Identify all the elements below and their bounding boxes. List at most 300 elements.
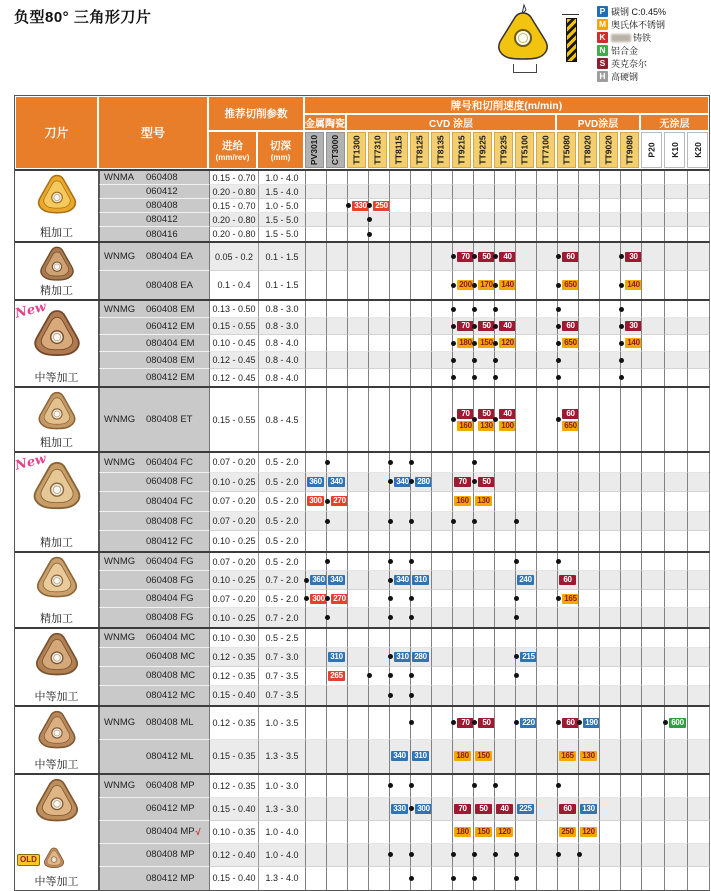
- grade-chip-TT9020: [598, 131, 619, 169]
- cell-CT3000: [326, 740, 347, 773]
- grade-chip-P20: [640, 131, 663, 169]
- cell-TT7310: [368, 185, 389, 199]
- speed-badge: 50: [478, 252, 495, 262]
- cell-TT1300: [347, 473, 368, 493]
- cell-TT9235: [494, 740, 515, 773]
- cell-K10: [664, 629, 687, 648]
- cell-TT9080: [620, 608, 641, 627]
- availability-dot: [367, 232, 372, 237]
- cell-TT7100: [536, 243, 557, 271]
- speed-badge: 200: [457, 280, 474, 290]
- cell-feed: 0.10 - 0.25: [209, 473, 258, 493]
- cell-TT9080: [620, 512, 641, 532]
- speed-badge: 310: [412, 751, 429, 761]
- cell-TT8115: [389, 531, 410, 551]
- speed-badge: 310: [328, 652, 345, 662]
- cell-TT8115: [389, 492, 410, 512]
- badge-stack: [580, 827, 597, 837]
- speed-badge: 100: [499, 421, 516, 431]
- cell-TT7310: [368, 512, 389, 532]
- cell-TT8115: [389, 667, 410, 686]
- cell-K10: [664, 199, 687, 213]
- cell-TT9215: [452, 352, 473, 369]
- legend-label: 高硬钢: [611, 71, 639, 82]
- insert-photo: [42, 847, 66, 869]
- cell-TT8115: [389, 571, 410, 590]
- cell-K10: [664, 648, 687, 667]
- cell-doc: 0.7 - 2.0: [258, 608, 305, 627]
- cell-feed: 0.1 - 0.4: [209, 271, 258, 299]
- cell-CT3000: [326, 707, 347, 740]
- speed-badge: 50: [478, 718, 495, 728]
- cell-prefix: [99, 185, 144, 199]
- availability-dot: [304, 596, 309, 601]
- grade-chip-TT8135: [430, 131, 451, 169]
- cell-TT8135: [431, 388, 452, 451]
- cell-TT9235: [494, 301, 515, 318]
- cell-TT8115: [389, 867, 410, 890]
- speed-badge: 330: [391, 804, 408, 814]
- cell-TT1300: [347, 667, 368, 686]
- cell-TT9225: [473, 243, 494, 271]
- availability-dot: [472, 417, 477, 422]
- availability-dot: [493, 341, 498, 346]
- material-class-icon: P: [597, 6, 608, 17]
- cell-TT8020: [578, 335, 599, 352]
- cell-feed: 0.07 - 0.20: [209, 553, 258, 572]
- cell-P20: [641, 213, 664, 227]
- group-rows: [99, 171, 710, 241]
- cell-TT7100: [536, 531, 557, 551]
- cell-doc: 0.7 - 2.0: [258, 571, 305, 590]
- cell-K10: [664, 318, 687, 335]
- cell-TT9020: [599, 473, 620, 493]
- cell-PV3010: [305, 844, 326, 867]
- cell-TT1300: [347, 185, 368, 199]
- cell-TT8125: [410, 648, 431, 667]
- speed-badge: 600: [669, 718, 686, 728]
- cell-TT9225: [473, 388, 494, 451]
- old-variant: [17, 847, 66, 874]
- cell-TT8115: [389, 686, 410, 705]
- cell-TT7310: [368, 707, 389, 740]
- cell-P20: [641, 301, 664, 318]
- cell-P20: [641, 227, 664, 241]
- cell-K20: [687, 512, 710, 532]
- cell-TT9225: [473, 213, 494, 227]
- cell-TT9235: [494, 686, 515, 705]
- badge-stack: [499, 252, 516, 262]
- grade-label: TT7100: [540, 135, 551, 165]
- cell-TT9225: [473, 199, 494, 213]
- cell-K10: [664, 492, 687, 512]
- speed-badge: 270: [331, 496, 348, 506]
- cell-TT1300: [347, 301, 368, 318]
- table-row: [99, 740, 710, 773]
- cell-TT9020: [599, 844, 620, 867]
- cell-TT5080: [557, 844, 578, 867]
- cell-P20: [641, 608, 664, 627]
- badge-stack: [499, 338, 516, 348]
- cell-TT9020: [599, 388, 620, 451]
- badge-stack: [331, 594, 348, 604]
- cell-TT9020: [599, 667, 620, 686]
- cell-TT8115: [389, 608, 410, 627]
- cell-prefix: [99, 867, 144, 890]
- feed-unit: (mm/rev): [215, 153, 250, 162]
- cell-TT8125: [410, 844, 431, 867]
- cell-TT9215: [452, 227, 473, 241]
- cell-TT8125: [410, 352, 431, 369]
- cell-TT5100: [515, 492, 536, 512]
- cell-TT7310: [368, 798, 389, 821]
- table-header: [15, 96, 709, 169]
- cell-TT8125: [410, 512, 431, 532]
- cell-CT3000: [326, 301, 347, 318]
- cell-prefix: WNMA: [99, 171, 144, 185]
- cell-model: 080404 EM: [144, 335, 209, 352]
- cell-prefix: [99, 492, 144, 512]
- cell-feed: 0.20 - 0.80: [209, 185, 258, 199]
- availability-dot: [663, 720, 668, 725]
- cell-TT8125: [410, 608, 431, 627]
- grade-chip-TT8125: [409, 131, 430, 169]
- cell-TT8115: [389, 775, 410, 798]
- speed-badge: 70: [457, 321, 474, 331]
- cell-TT8135: [431, 775, 452, 798]
- legend-label: 铝合金: [611, 45, 639, 56]
- machining-type-label: 中等加工: [34, 758, 79, 771]
- cell-TT5100: [515, 571, 536, 590]
- cell-K10: [664, 590, 687, 609]
- cell-TT7310: [368, 301, 389, 318]
- cell-model: 080412 FC: [144, 531, 209, 551]
- badge-stack: [454, 751, 471, 761]
- cell-TT8020: [578, 553, 599, 572]
- cell-P20: [641, 629, 664, 648]
- cell-TT5100: [515, 608, 536, 627]
- badge-stack: [331, 496, 348, 506]
- cell-TT5100: [515, 199, 536, 213]
- cell-TT8125: [410, 707, 431, 740]
- speed-badge: 310: [412, 575, 429, 585]
- legend-item: [597, 18, 709, 30]
- cell-TT9080: [620, 318, 641, 335]
- cell-feed: 0.20 - 0.80: [209, 213, 258, 227]
- availability-dot: [388, 479, 393, 484]
- cell-TT1300: [347, 492, 368, 512]
- cell-TT7100: [536, 301, 557, 318]
- cell-TT9080: [620, 388, 641, 451]
- cell-TT5080: [557, 512, 578, 532]
- cell-prefix: WNMG: [99, 301, 144, 318]
- cell-PV3010: [305, 199, 326, 213]
- cell-TT7310: [368, 369, 389, 386]
- machining-type-label: 中等加工: [34, 875, 79, 888]
- speed-badge: 120: [580, 827, 597, 837]
- cell-K20: [687, 352, 710, 369]
- cell-prefix: [99, 686, 144, 705]
- cell-TT9080: [620, 707, 641, 740]
- availability-dot: [451, 876, 456, 881]
- cell-TT7100: [536, 271, 557, 299]
- availability-dot: [472, 254, 477, 259]
- legend-item: [597, 44, 709, 56]
- table-row: [99, 473, 710, 493]
- cell-TT9215: [452, 707, 473, 740]
- cell-K10: [664, 271, 687, 299]
- insert-cell: [15, 453, 99, 551]
- availability-dot: [493, 783, 498, 788]
- cell-TT9020: [599, 553, 620, 572]
- cell-model: 080408: [144, 199, 209, 213]
- grade-label: TT5080: [561, 135, 572, 165]
- cell-feed: 0.12 - 0.40: [209, 844, 258, 867]
- legend-label: 英克奈尔: [611, 58, 648, 69]
- cell-TT7100: [536, 453, 557, 473]
- machining-type-label: 精加工: [40, 285, 73, 297]
- cell-K10: [664, 512, 687, 532]
- speed-badge: 270: [331, 594, 348, 604]
- availability-dot: [388, 673, 393, 678]
- speed-badge: 360: [310, 575, 327, 585]
- cell-P20: [641, 867, 664, 890]
- cell-K10: [664, 667, 687, 686]
- availability-dot: [346, 203, 351, 208]
- cell-TT9235: [494, 608, 515, 627]
- badge-stack: [520, 718, 537, 728]
- cell-K10: [664, 227, 687, 241]
- cell-TT8115: [389, 185, 410, 199]
- old-tag: OLD: [17, 854, 40, 866]
- speed-badge: 60: [559, 575, 576, 585]
- badge-stack: [517, 575, 534, 585]
- cell-TT8125: [410, 318, 431, 335]
- availability-dot: [493, 375, 498, 380]
- cell-PV3010: [305, 775, 326, 798]
- group-rows: [99, 243, 710, 299]
- cell-P20: [641, 686, 664, 705]
- cell-K10: [664, 335, 687, 352]
- cell-P20: [641, 243, 664, 271]
- cell-TT8020: [578, 740, 599, 773]
- availability-dot: [451, 519, 456, 524]
- cell-TT8020: [578, 648, 599, 667]
- cell-model: 060404 FC: [144, 453, 209, 473]
- cell-TT5100: [515, 707, 536, 740]
- availability-dot: [577, 852, 582, 857]
- cell-TT9235: [494, 227, 515, 241]
- cell-TT5080: [557, 318, 578, 335]
- speed-badge: 30: [625, 321, 642, 331]
- cell-model: 060412: [144, 185, 209, 199]
- cell-K10: [664, 867, 687, 890]
- cell-prefix: [99, 369, 144, 386]
- cell-TT8125: [410, 335, 431, 352]
- cell-TT8125: [410, 798, 431, 821]
- cell-TT1300: [347, 571, 368, 590]
- cell-TT5080: [557, 629, 578, 648]
- cell-TT9080: [620, 369, 641, 386]
- cell-TT8115: [389, 453, 410, 473]
- availability-dot: [451, 254, 456, 259]
- cell-doc: 0.8 - 4.0: [258, 352, 305, 369]
- cell-CT3000: [326, 553, 347, 572]
- cell-TT1300: [347, 821, 368, 844]
- speed-badge: 180: [454, 827, 471, 837]
- speed-badge: 170: [478, 280, 495, 290]
- cell-TT8135: [431, 844, 452, 867]
- cell-TT8020: [578, 492, 599, 512]
- cell-TT7310: [368, 199, 389, 213]
- badge-stack: [499, 321, 516, 331]
- cell-K10: [664, 301, 687, 318]
- cell-TT5100: [515, 648, 536, 667]
- cell-TT5080: [557, 227, 578, 241]
- cell-prefix: WNMG: [99, 388, 144, 451]
- cell-feed: 0.15 - 0.40: [209, 867, 258, 890]
- availability-dot: [493, 324, 498, 329]
- header-coating-group: PVD涂层: [556, 114, 640, 131]
- cell-TT8125: [410, 171, 431, 185]
- cell-prefix: WNMG: [99, 629, 144, 648]
- cell-TT9080: [620, 301, 641, 318]
- cell-TT9225: [473, 318, 494, 335]
- cell-TT9235: [494, 667, 515, 686]
- cell-TT9215: [452, 740, 473, 773]
- cell-TT8135: [431, 271, 452, 299]
- cell-K20: [687, 571, 710, 590]
- availability-dot: [493, 358, 498, 363]
- cell-TT8135: [431, 473, 452, 493]
- cell-doc: 1.0 - 5.0: [258, 199, 305, 213]
- cell-TT8020: [578, 213, 599, 227]
- cell-TT8125: [410, 686, 431, 705]
- speed-badge: 340: [391, 751, 408, 761]
- cell-doc: 1.3 - 3.5: [258, 740, 305, 773]
- material-class-icon: N: [597, 45, 608, 56]
- cell-TT7100: [536, 775, 557, 798]
- table-row: [99, 227, 710, 241]
- availability-dot: [472, 341, 477, 346]
- cell-K20: [687, 185, 710, 199]
- cell-TT8125: [410, 227, 431, 241]
- cell-K20: [687, 453, 710, 473]
- cell-P20: [641, 740, 664, 773]
- badge-stack: [475, 751, 492, 761]
- grade-chip-TT9225: [472, 131, 493, 169]
- header-doc: [257, 131, 304, 169]
- cell-TT5100: [515, 686, 536, 705]
- cell-K10: [664, 844, 687, 867]
- cell-TT5100: [515, 271, 536, 299]
- cell-PV3010: [305, 590, 326, 609]
- cell-TT5080: [557, 492, 578, 512]
- cell-PV3010: [305, 473, 326, 493]
- cell-TT8020: [578, 571, 599, 590]
- cell-TT9215: [452, 492, 473, 512]
- cell-K20: [687, 707, 710, 740]
- cell-doc: 0.7 - 3.5: [258, 667, 305, 686]
- header-coating-group: CVD 涂层: [346, 114, 556, 131]
- cell-TT8135: [431, 629, 452, 648]
- grade-label: TT8125: [414, 135, 425, 165]
- cell-TT9080: [620, 227, 641, 241]
- cell-K10: [664, 608, 687, 627]
- cell-TT9215: [452, 199, 473, 213]
- speed-badge: 220: [520, 718, 537, 728]
- cell-TT7310: [368, 553, 389, 572]
- cell-TT9215: [452, 686, 473, 705]
- cell-TT9225: [473, 844, 494, 867]
- cell-TT1300: [347, 608, 368, 627]
- cell-TT9215: [452, 213, 473, 227]
- cell-TT5080: [557, 369, 578, 386]
- cell-TT9225: [473, 608, 494, 627]
- legend-item: [597, 5, 709, 17]
- cell-TT8125: [410, 571, 431, 590]
- cell-TT8115: [389, 243, 410, 271]
- cell-model: 080404 FG: [144, 590, 209, 609]
- cell-TT8135: [431, 318, 452, 335]
- cell-TT8135: [431, 667, 452, 686]
- cell-TT7310: [368, 318, 389, 335]
- cell-feed: 0.12 - 0.35: [209, 667, 258, 686]
- cell-TT5100: [515, 318, 536, 335]
- cell-TT8135: [431, 821, 452, 844]
- cell-TT7100: [536, 629, 557, 648]
- header-coating-group: 金属陶瓷: [304, 114, 346, 131]
- insert-photo: [34, 174, 80, 215]
- badge-stack: [625, 338, 642, 348]
- cell-PV3010: [305, 243, 326, 271]
- cell-TT8020: [578, 388, 599, 451]
- grade-label: K10: [669, 142, 680, 158]
- cell-TT9020: [599, 227, 620, 241]
- cell-TT7100: [536, 821, 557, 844]
- cell-doc: 0.5 - 2.0: [258, 531, 305, 551]
- cell-TT8125: [410, 590, 431, 609]
- cell-TT7100: [536, 369, 557, 386]
- cell-TT8115: [389, 227, 410, 241]
- badge-stack: [412, 751, 429, 761]
- cell-prefix: [99, 740, 144, 773]
- insert-photo: [32, 632, 82, 677]
- cell-TT5080: [557, 185, 578, 199]
- insert-cell: [15, 775, 99, 890]
- table-row: [99, 352, 710, 369]
- availability-dot: [514, 615, 519, 620]
- cell-TT5080: [557, 335, 578, 352]
- cell-TT8135: [431, 301, 452, 318]
- availability-dot: [472, 876, 477, 881]
- cell-TT5080: [557, 590, 578, 609]
- cell-TT7310: [368, 227, 389, 241]
- cell-TT5080: [557, 531, 578, 551]
- cell-P20: [641, 667, 664, 686]
- cell-feed: 0.12 - 0.35: [209, 648, 258, 667]
- availability-dot: [367, 203, 372, 208]
- cell-TT1300: [347, 335, 368, 352]
- cell-TT7310: [368, 648, 389, 667]
- cell-P20: [641, 171, 664, 185]
- cell-TT5080: [557, 571, 578, 590]
- insert-cell: [15, 707, 99, 773]
- cell-TT8135: [431, 227, 452, 241]
- cell-feed: 0.20 - 0.80: [209, 227, 258, 241]
- cell-P20: [641, 590, 664, 609]
- speed-badge: 650: [562, 338, 579, 348]
